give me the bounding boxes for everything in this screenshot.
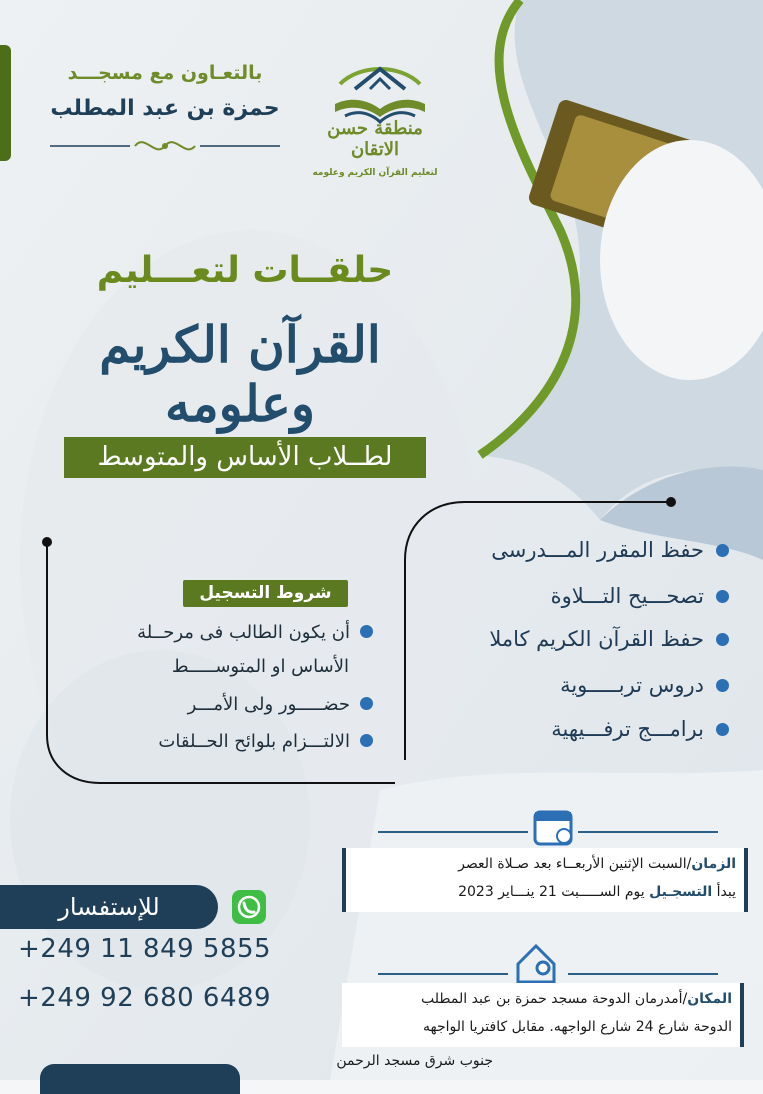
bullet-dot — [716, 723, 729, 736]
condition-item: أن يكون الطالب فى مرحــلة — [73, 622, 373, 643]
bullet-dot — [716, 633, 729, 646]
inquiry-label: للإستفسار — [0, 885, 218, 929]
cooperation-line1: بالتعـاون مع مسجـــد — [67, 62, 263, 84]
bottom-accent — [40, 1064, 240, 1094]
bullet-dot — [360, 734, 373, 747]
bullet-dot — [360, 697, 373, 710]
main-title-calligraphy: القرآن الكريم وعلومه — [99, 315, 381, 433]
calendar-divider — [378, 806, 718, 850]
feature-item: تصحـــيح التـــلاوة — [409, 584, 729, 608]
calendar-icon — [535, 812, 571, 844]
logo-name: منطقة حسن الاتقان — [327, 118, 423, 160]
place-line2: الدوحة شارع 24 شارع الواجهه. مقابل كافتريا الواجهه — [423, 1019, 732, 1035]
bullet-dot — [716, 544, 729, 557]
condition-item: الالتـــزام بلوائح الحــلقات — [73, 731, 373, 752]
home-location-icon — [518, 946, 554, 982]
phone-number-1[interactable]: +249 11 849 5855 — [18, 934, 272, 964]
time-label: الزمان — [691, 856, 736, 872]
feature-item: حفظ القرآن الكريم كاملا — [409, 627, 729, 651]
target-students-band: لطــلاب الأساس والمتوسط — [64, 437, 426, 478]
left-accent-tab — [0, 45, 11, 161]
bullet-dot — [360, 625, 373, 638]
cooperation-mosque-name: حمزة بن عبد المطلب — [50, 96, 280, 121]
place-line: المكان/أمدرمان الدوحة مسجد حمزة بن عبد المطلب — [421, 991, 732, 1007]
time-info-box — [342, 848, 748, 912]
conditions-title: شروط التسجيل — [183, 580, 348, 607]
feature-item: حفظ المقرر المـــدرسى — [409, 538, 729, 562]
place-label: المكان — [687, 991, 732, 1007]
bullet-dot — [716, 590, 729, 603]
main-title-line1: حلقــات لتعـــليم — [96, 250, 394, 291]
logo-emblem — [300, 34, 460, 184]
registration-line: يبدأ التسجـيل يوم الســـــبت 21 ينـــاير 2023 — [458, 884, 736, 900]
feature-item: برامـــج ترفـــيهية — [409, 717, 729, 741]
place-line3: جنوب شرق مسجد الرحمن — [336, 1053, 493, 1069]
feature-item: دروس تربـــــوية — [409, 673, 729, 697]
whatsapp-icon[interactable] — [232, 890, 266, 924]
registration-label: التسجـيل — [649, 884, 713, 900]
phone-number-2[interactable]: +249 92 680 6489 — [18, 983, 272, 1013]
bullet-dot — [716, 679, 729, 692]
logo-subtitle: لتعليم القرآن الكريم وعلومه — [312, 168, 438, 178]
location-info-box — [342, 983, 744, 1047]
location-divider — [378, 940, 718, 986]
condition-item: حضـــــور ولى الأمـــر — [73, 694, 373, 715]
ornament-divider — [50, 128, 280, 164]
time-line: الزمان/السبت الإثنين الأربعــاء بعد صـلاة العصر — [458, 856, 736, 872]
condition-item-continued: الأساس او المتوســـــط — [171, 656, 349, 677]
